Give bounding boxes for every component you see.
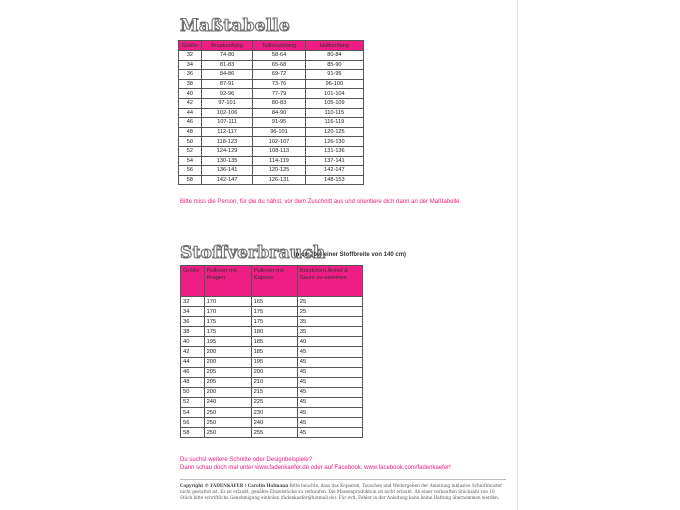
table-row [179, 166, 364, 176]
table-cell: 45 [297, 367, 362, 377]
website-links-text[interactable]: Dann schau doch mal unter www.fadenkaefer.de oder auf Facebook: www.facebook.com/fadenkaefer! [180, 465, 451, 471]
table-cell: 195 [251, 357, 297, 367]
table-row [179, 98, 364, 108]
table-cell: 175 [251, 307, 297, 317]
table-row [179, 108, 364, 118]
column-header: Größe [179, 41, 202, 51]
table-cell: 84-90 [253, 108, 306, 118]
table-row [179, 118, 364, 128]
table-cell: 205 [204, 377, 251, 387]
footer-divider [180, 479, 506, 480]
table-cell: 175 [204, 317, 251, 327]
table-cell: 25 [297, 297, 362, 307]
table-cell: 46 [179, 118, 202, 128]
table-cell: 142-147 [305, 166, 363, 176]
copyright-text: Bitte beachte, dass das Kopieren, Tauschen und Weitergeben der Anleitung inklusive Schnittmuster nicht gestattet ist. Es ist erlaubt, genähte Einzelstücke zu verkaufen. Die Massenproduktion ist nicht erlaubt. Ab einer verkauften Stückzahl von 10 Stück bitte schriftliche Genehmigung einholen (fadenkaefer@hotmail.de). Für evtl. Fehler in der Anleitung kann keine Haftung übernommen werden. [180, 483, 503, 500]
table-cell: 35 [297, 327, 362, 337]
table-cell: 200 [251, 367, 297, 377]
more-patterns-question: Du suchst weitere Schnitte oder Designbeispiele? [180, 457, 313, 463]
table-cell: 42 [181, 347, 205, 357]
table-cell: 38 [179, 79, 202, 89]
table-cell: 200 [204, 347, 251, 357]
table-row [179, 175, 364, 185]
table-cell: 137-141 [305, 156, 363, 166]
table-cell: 102-106 [201, 108, 252, 118]
column-header: Pullover mit Kragen [204, 266, 251, 297]
fabric-table-title: Stoffverbrauch [180, 243, 326, 263]
table-row [179, 137, 364, 147]
table-cell: 32 [179, 51, 202, 61]
table-row [181, 397, 363, 407]
table-cell: 195 [204, 337, 251, 347]
table-cell: 96-101 [253, 127, 306, 137]
table-row [179, 79, 364, 89]
table-cell: 97-101 [201, 98, 252, 108]
table-row [181, 367, 363, 377]
table-cell: 175 [204, 327, 251, 337]
table-cell: 87-91 [201, 79, 252, 89]
column-header: Pullover mit Kapuze [251, 266, 297, 297]
table-cell: 38 [181, 327, 205, 337]
table-cell: 45 [297, 397, 362, 407]
table-cell: 77-79 [253, 89, 306, 99]
table-cell: 200 [204, 387, 251, 397]
table-cell: 40 [181, 337, 205, 347]
table-header-row [181, 266, 363, 297]
table-cell: 96-100 [305, 79, 363, 89]
table-row [179, 89, 364, 99]
table-row [179, 156, 364, 166]
table-cell: 114-119 [253, 156, 306, 166]
table-cell: 45 [297, 387, 362, 397]
table-cell: 185 [251, 337, 297, 347]
table-cell: 74-80 [201, 51, 252, 61]
table-row [181, 307, 363, 317]
table-cell: 50 [181, 387, 205, 397]
table-cell: 84-86 [201, 70, 252, 80]
table-row [181, 387, 363, 397]
table-cell: 180 [251, 327, 297, 337]
table-cell: 101-104 [305, 89, 363, 99]
table-cell: 36 [181, 317, 205, 327]
table-cell: 215 [251, 387, 297, 397]
table-cell: 250 [204, 408, 251, 418]
table-row [181, 377, 363, 387]
table-cell: 48 [179, 127, 202, 137]
fabric-consumption-table [180, 265, 363, 438]
table-cell: 112-117 [201, 127, 252, 137]
page-edge-divider [517, 0, 518, 510]
table-cell: 81-83 [201, 60, 252, 70]
table-cell: 91-95 [253, 118, 306, 128]
copyright-notice [180, 483, 506, 501]
column-header: Taillenumfang [253, 41, 306, 51]
fabric-width-note: in cm (bei einer Stoffbreite von 140 cm) [294, 252, 407, 258]
table-cell: 108-113 [253, 146, 306, 156]
table-cell: 170 [204, 307, 251, 317]
table-cell: 45 [297, 377, 362, 387]
table-cell: 250 [204, 418, 251, 428]
table-cell: 45 [297, 357, 362, 367]
table-cell: 225 [251, 397, 297, 407]
table-row [181, 418, 363, 428]
table-cell: 175 [251, 317, 297, 327]
table-cell: 25 [297, 307, 362, 317]
copyright-holder: Copyright © FADENKÄFER / Carolin Hofmann [180, 483, 289, 488]
table-cell: 142-147 [201, 175, 252, 185]
table-cell: 56 [179, 166, 202, 176]
table-cell: 56 [181, 418, 205, 428]
table-cell: 65-68 [253, 60, 306, 70]
table-cell: 35 [297, 317, 362, 327]
table-cell: 45 [297, 418, 362, 428]
table-row [179, 70, 364, 80]
table-row [181, 408, 363, 418]
column-header: Hüftumfang [305, 41, 363, 51]
table-cell: 40 [297, 337, 362, 347]
table-cell: 58 [181, 428, 205, 438]
table-cell: 120-125 [253, 166, 306, 176]
table-cell: 170 [204, 297, 251, 307]
table-row [181, 357, 363, 367]
table-cell: 126-131 [253, 175, 306, 185]
table-cell: 58 [179, 175, 202, 185]
table-cell: 85-90 [305, 60, 363, 70]
table-cell: 44 [179, 108, 202, 118]
table-cell: 185 [251, 347, 297, 357]
table-cell: 48 [181, 377, 205, 387]
table-cell: 250 [204, 428, 251, 438]
column-header: Brustumfang [201, 41, 252, 51]
table-cell: 131-136 [305, 146, 363, 156]
table-cell: 240 [204, 397, 251, 407]
table-row [181, 337, 363, 347]
table-cell: 107-111 [201, 118, 252, 128]
table-cell: 105-109 [305, 98, 363, 108]
table-cell: 42 [179, 98, 202, 108]
table-cell: 34 [181, 307, 205, 317]
table-row [181, 347, 363, 357]
table-cell: 40 [179, 89, 202, 99]
table-cell: 45 [297, 428, 362, 438]
table-cell: 91-95 [305, 70, 363, 80]
table-row [181, 297, 363, 307]
table-cell: 148-153 [305, 175, 363, 185]
table-cell: 36 [179, 70, 202, 80]
table-cell: 44 [181, 357, 205, 367]
table-cell: 45 [297, 408, 362, 418]
table-cell: 124-129 [201, 146, 252, 156]
table-cell: 54 [181, 408, 205, 418]
table-row [179, 51, 364, 61]
measurement-table [178, 40, 364, 185]
table-row [181, 428, 363, 438]
measure-hint: Bitte miss die Person, für die du nähst, vor dem Zuschnitt aus und orientiere dich dann an der Maßtabelle. [180, 199, 462, 205]
table-cell: 58-64 [253, 51, 306, 61]
column-header: Größe [181, 266, 205, 297]
mass-table-title: Maßtabelle [180, 16, 291, 36]
table-cell: 50 [179, 137, 202, 147]
table-cell: 54 [179, 156, 202, 166]
table-cell: 46 [181, 367, 205, 377]
table-cell: 102-107 [253, 137, 306, 147]
table-cell: 255 [251, 428, 297, 438]
table-cell: 80-84 [305, 51, 363, 61]
table-row [179, 146, 364, 156]
column-header: Bündchen Ärmel & Saum zu-sammen [297, 266, 362, 297]
table-cell: 205 [204, 367, 251, 377]
table-cell: 32 [181, 297, 205, 307]
table-cell: 120-125 [305, 127, 363, 137]
table-row [181, 327, 363, 337]
table-cell: 116-119 [305, 118, 363, 128]
table-row [179, 60, 364, 70]
table-cell: 52 [181, 397, 205, 407]
table-cell: 230 [251, 408, 297, 418]
table-cell: 200 [204, 357, 251, 367]
table-cell: 45 [297, 347, 362, 357]
table-cell: 80-83 [253, 98, 306, 108]
table-cell: 118-123 [201, 137, 252, 147]
table-cell: 136-141 [201, 166, 252, 176]
table-cell: 110-115 [305, 108, 363, 118]
table-cell: 165 [251, 297, 297, 307]
table-row [181, 317, 363, 327]
table-cell: 130-135 [201, 156, 252, 166]
table-cell: 73-76 [253, 79, 306, 89]
table-header-row [179, 41, 364, 51]
table-cell: 69-72 [253, 70, 306, 80]
table-cell: 240 [251, 418, 297, 428]
table-cell: 210 [251, 377, 297, 387]
table-cell: 126-130 [305, 137, 363, 147]
table-row [179, 127, 364, 137]
table-cell: 34 [179, 60, 202, 70]
table-cell: 52 [179, 146, 202, 156]
table-cell: 92-96 [201, 89, 252, 99]
